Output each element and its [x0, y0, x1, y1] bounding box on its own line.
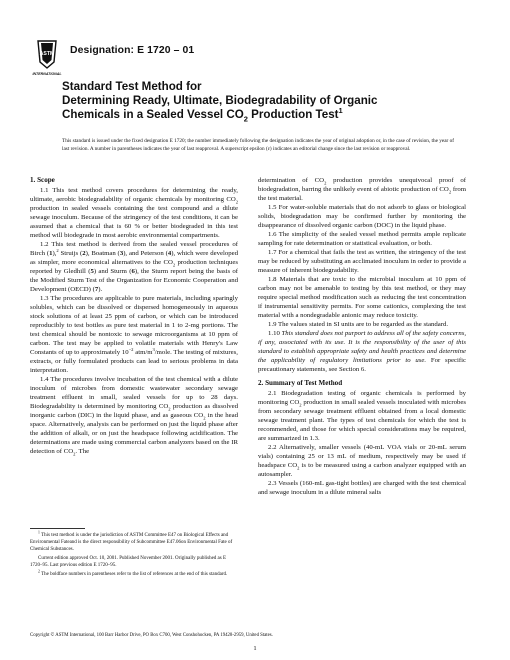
title-line-1: Standard Test Method for	[62, 80, 202, 93]
footnotes	[30, 532, 238, 580]
title-line-3: Chemicals in a Sealed Vessel $CO_2$ Production Test$^1$	[62, 106, 343, 124]
standard-notice: This standard is issued under the fixed designation E 1720; the number immediately following the designation indicates the year of original adoption or, in the case of revision, the year of last revision. A number in parentheses indicates the year of last reapproval. A superscript epsilon (ε) indicates an editorial change since the last revision or reapproval.	[62, 138, 454, 152]
left-column	[30, 176, 238, 456]
paragraph-2-1: 2.1 Biodegradation testing of organic chemicals is performed by monitoring $CO_2$ production in small sealed vessels inoculated with microbes from secondary sewage treatment effluent obtained from a local domestic sewage treatment plant. The types of test chemicals for which the test is recommended, and those for which special considerations may be required, are summarized in 1.3.	[258, 390, 466, 442]
footnote-1: $^1$ This test method is under the jurisdiction of ASTM Committee E47 on Biological Effects and Environmental Fateand is the direct responsibility of Subcommittee E47.06on Environmental Fate of Chemical Substances.	[30, 530, 233, 552]
designation: Designation: E 1720 – 01	[70, 45, 195, 56]
paragraph-1-3: 1.3 The procedures are applicable to pure materials, including sparingly solubles, which can be dissolved or dispersed homogeneously in aqueous stock solutions of at least 25 ppm of carbon, or which can be introduced reproducibly to test bottles as pure test material in 1 to 2-mg portions. The test chemical should be nontoxic to sewage microorganisms at 10 ppm of carbon. The test may be applied to volatile materials with Henry's Law Constants of up to approximately $10^{-2}$ atm/$m^3$/mole. The testing of mixtures, extracts, or fully formulated products can lead to serious problems in data interpretation.	[30, 295, 238, 374]
right-column	[258, 176, 466, 497]
paragraph-1-6: 1.6 The simplicity of the sealed vessel method permits ample replicate sampling for rate determination or statistical evaluation, or both.	[258, 231, 466, 247]
footnote-2: $^2$ The boldface numbers in parentheses refer to the list of references at the end of this standard.	[38, 569, 228, 577]
section-heading-scope: 1. Scope	[30, 176, 55, 184]
paragraph-1-5: 1.5 For water-soluble materials that do not adsorb to glass or biological solids, biodegradation may be confirmed further by monitoring the disappearance of dissolved organic carbon (DOC) in the liquid phase.	[258, 204, 466, 229]
footnote-1-edition: Current edition approved Oct. 10, 2001. Published November 2001. Originally published as E 1720–95. Last previous edition E 1720–95.	[30, 556, 227, 568]
paragraph-1-9: 1.9 The values stated in SI units are to be regarded as the standard.	[268, 321, 449, 328]
page-number: 1	[253, 645, 257, 652]
copyright-notice: Copyright © ASTM International, 100 Barr Harbor Drive, PO Box C700, West Conshohocken, PA 19428-2959, United States.	[30, 633, 273, 638]
paragraph-1-10: 1.10 This standard does not purport to address all of the safety concerns, if any, associated with its use. It is the responsibility of the user of this standard to establish appropriate safety and health practices and determine the applicability of regulatory limitations prior to use. For specific precautionary statements, see Section 6.	[258, 330, 467, 373]
paragraph-1-8: 1.8 Materials that are toxic to the microbial inoculum at 10 ppm of carbon may not be amenable to testing by this test method, or they may require special method modification such as reducing the test concentration if instrumental sensitivity permits. For some cationics, complexing the test material with a nondegradable anionic may reduce toxicity.	[258, 276, 466, 319]
paragraph-1-2: 1.2 This test method is derived from the sealed vessel procedures of Birch (1),$^2$ Struijs (2), Boatman (3), and Peterson (4), which were developed as simpler, more economical alternatives to the $CO_2$ production techniques reported by Gledhill (5) and Sturm (6), the Sturm report being the basis of the Modified Sturm Test of the Organization for Economic Cooperation and Development (OECD) (7).	[30, 241, 238, 293]
astm-logo-icon	[32, 38, 62, 78]
paragraph-1-1: 1.1 This test method covers procedures for determining the ready, ultimate, aerobic biodegradability of organic chemicals by monitoring $CO_2$ production in sealed vessels containing the test compound and a dilute sewage inoculum. Because of the stringency of the test conditions, it can be assumed that a chemical that is 60 % or better biodegraded in this test method will biodegrade in most aerobic environmental compartments.	[30, 187, 238, 239]
paragraph-continued: determination of $CO_2$ production provides unequivocal proof of biodegradation, barring the unlikely event of abiotic production of $CO_2$ from the test material.	[258, 177, 466, 202]
paragraph-2-3: 2.3 Vessels (160-mL gas-tight bottles) are charged with the test chemical and sewage inoculum in a dilute mineral salts	[258, 480, 466, 496]
logo-letters: ASTM	[39, 51, 55, 57]
document-title	[62, 80, 462, 122]
section-heading-summary: 2. Summary of Test Method	[258, 379, 343, 387]
paragraph-1-7: 1.7 For a chemical that fails the test as written, the stringency of the test may be reduced by substituting an acclimated inoculum in order to provide a measure of inherent biodegradability.	[258, 249, 466, 274]
footnote-divider	[30, 528, 85, 529]
logo-caption: INTERNATIONAL	[32, 72, 62, 76]
paragraph-2-2: 2.2 Alternatively, smaller vessels (40-mL VOA vials or 20-mL serum vials) containing 25 or 13 mL of medium, respectively may be used if headspace $CO_2$ is to be measured using a carbon analyzer equipped with an autosampler.	[258, 444, 467, 478]
paragraph-1-4: 1.4 The procedures involve incubation of the test chemical with a dilute inoculum of microbes from domestic wastewater secondary sewage treatment effluent in small, sealed vessels for up to 28 days. Biodegradability is determined by monitoring $CO_2$ production as dissolved inorganic carbon (DIC) in the liquid phase, and as gaseous $CO_2$ in the head space. Alternatively, analysis can be performed on just the liquid phase after the addition of alkali, or on just the headspace following acidification. The determinations are made using commercial carbon analyzers based on the IR detection of $CO_2$. The	[30, 376, 238, 457]
title-line-2: Determining Ready, Ultimate, Biodegradability of Organic	[62, 94, 378, 107]
